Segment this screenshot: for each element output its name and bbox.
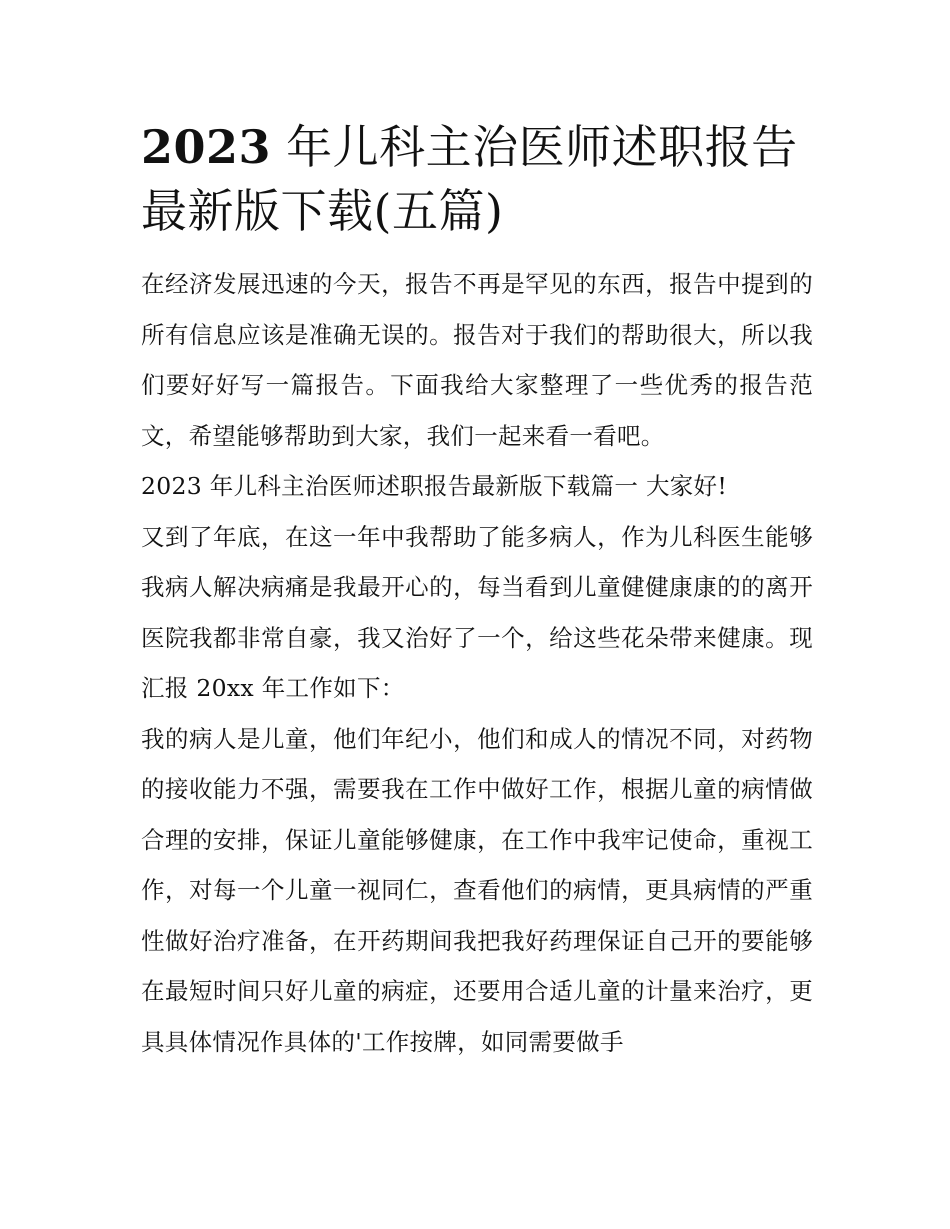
document-body: [141, 259, 813, 1067]
title-text: 年儿科主治医师述职报告最新版下载(五篇): [141, 120, 798, 238]
paragraph-intro: 在经济发展迅速的今天，报告不再是罕见的东西，报告中提到的所有信息应该是准确无误的。报告对于我们的帮助很大，所以我们要好好写一篇报告。下面我给大家整理了一些优秀的报告范文，希望能够帮助到大家，我们一起来看一看吧。: [141, 270, 813, 450]
paragraph-patients: 我的病人是儿童，他们年纪小，他们和成人的情况不同，对药物的接收能力不强，需要我在工作中做好工作，根据儿童的病情做合理的安排，保证儿童能够健康，在工作中我牢记使命，重视工作，对每一个儿童一视同仁，查看他们的病情，更具病情的严重性做好治疗准备，在开药期间我把我好药理保证自己开的要能够在最短时间只好儿童的病症，还要用合适儿童的计量来治疗，更具具体情况作具体的'工作按牌，如同需要做手: [141, 724, 813, 1056]
document-title: [141, 115, 813, 243]
paragraph-year-end: 又到了年底，在这一年中我帮助了能多病人，作为儿科医生能够我病人解决病痛是我最开心的，每当看到儿童健健康康的的离开医院我都非常自豪，我又治好了一个，给这些花朵带来健康。现汇报 20xx 年工作如下：: [141, 522, 813, 702]
paragraph-section-heading: 2023 年儿科主治医师述职报告最新版下载篇一 大家好!: [141, 472, 728, 500]
title-year: 2023: [141, 120, 272, 174]
document-page: [141, 115, 813, 1067]
